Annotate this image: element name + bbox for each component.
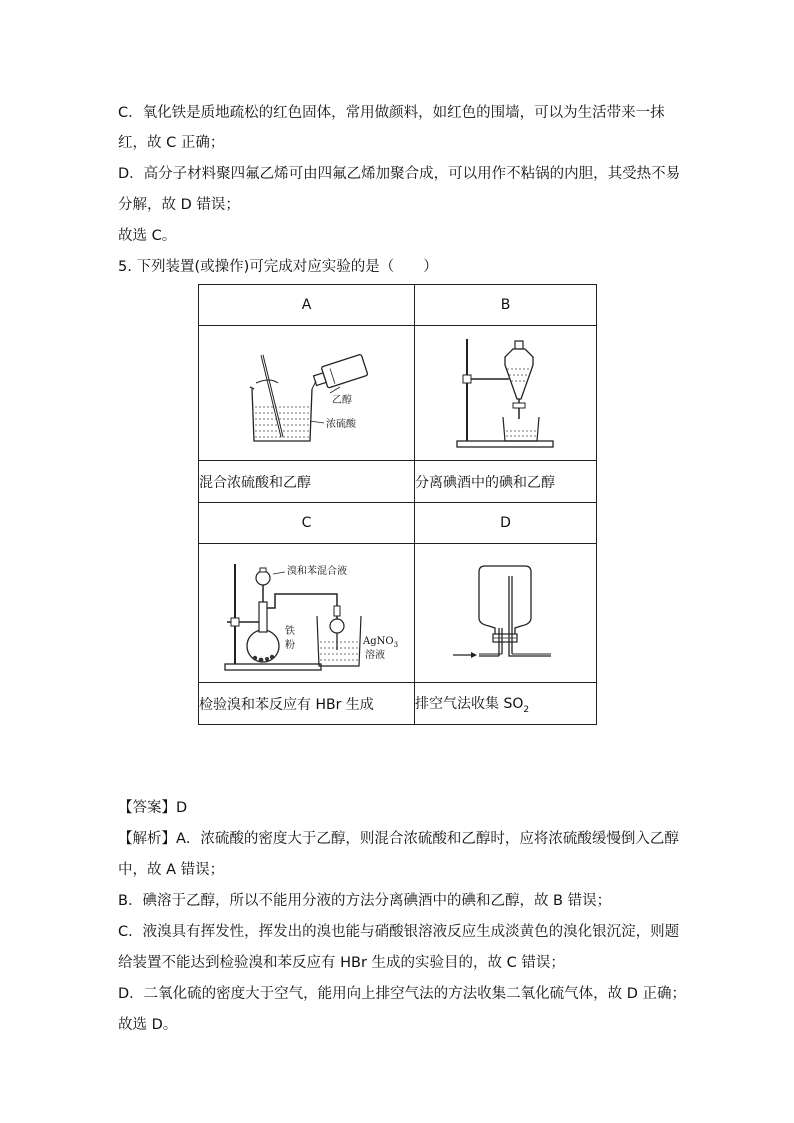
analysis-c-line-2: 给装置不能达到检验溴和苯反应有 HBr 生成的实验目的，故 C 错误； bbox=[118, 955, 565, 971]
apparatus-c bbox=[199, 544, 415, 683]
analysis-d-line: D．二氧化硫的密度大于空气，能用向上排空气法的方法收集二氧化硫气体，故 D 正确； bbox=[118, 986, 687, 1002]
apparatus-a bbox=[199, 326, 415, 461]
caption-b: 分离碘酒中的碘和乙醇 bbox=[415, 461, 597, 503]
header-c: C bbox=[199, 503, 415, 544]
separatory-funnel-figure bbox=[451, 335, 561, 451]
analysis-b-line: B．碘溶于乙醇，所以不能用分液的方法分离碘酒中的碘和乙醇，故 B 错误； bbox=[118, 893, 612, 909]
caption-a: 混合浓硫酸和乙醇 bbox=[199, 461, 415, 503]
header-d: D bbox=[415, 503, 597, 544]
label-iron: 铁 bbox=[284, 626, 295, 637]
label-powder: 粉 bbox=[284, 640, 295, 651]
header-b: B bbox=[415, 285, 597, 326]
caption-c: 检验溴和苯反应有 HBr 生成 bbox=[199, 683, 415, 725]
question-5-stem: 5. 下列装置(或操作)可完成对应实验的是（ ） bbox=[118, 259, 438, 275]
experiment-table bbox=[198, 284, 597, 725]
option-d-line-2: 分解，故 D 错误； bbox=[118, 197, 240, 213]
analysis-label: 【解析】 bbox=[118, 831, 176, 847]
label-conc-sulfuric-acid: 浓硫酸 bbox=[325, 419, 356, 430]
answer-label: 【答案】 bbox=[118, 800, 176, 816]
analysis-c-line-1: C．液溴具有挥发性，挥发出的溴也能与硝酸银溶液反应生成淡黄色的溴化银沉淀，则题 bbox=[118, 924, 680, 940]
apparatus-d bbox=[415, 544, 597, 683]
header-a: A bbox=[199, 285, 415, 326]
caption-d: 排空气法收集 $SO_2$ bbox=[415, 683, 597, 725]
label-agno3: AgNO$_3$ bbox=[362, 636, 398, 649]
analysis-a-line-2: 中，故 A 错误； bbox=[118, 862, 225, 878]
bromination-apparatus-figure bbox=[217, 550, 397, 676]
option-c-line-1: C．氧化铁是质地疏松的红色固体，常用做颜料，如红色的围墙，可以为生活带来一抹 bbox=[118, 105, 665, 121]
choose-d: 故选 D。 bbox=[118, 1017, 178, 1033]
label-bromine-benzene-mix: 溴和苯混合液 bbox=[286, 566, 347, 577]
answer-line bbox=[118, 798, 187, 818]
choose-c: 故选 C。 bbox=[118, 228, 177, 244]
label-ethanol: 乙醇 bbox=[331, 395, 352, 406]
analysis-a-line-1: 【解析】A．浓硫酸的密度大于乙醇，则混合浓硫酸和乙醇时，应将浓硫酸缓慢倒入乙醇 bbox=[118, 831, 679, 847]
beaker-pouring-figure bbox=[232, 343, 382, 443]
option-c-line-2: 红，故 C 正确； bbox=[118, 135, 225, 151]
label-solution: 溶液 bbox=[364, 650, 385, 661]
gas-collection-bottle-figure bbox=[451, 558, 561, 668]
answer-value: D bbox=[176, 800, 188, 816]
option-d-line-1: D．高分子材料聚四氟乙烯可由四氟乙烯加聚合成，可以用作不粘锅的内胆，其受热不易 bbox=[118, 166, 681, 182]
apparatus-b bbox=[415, 326, 597, 461]
